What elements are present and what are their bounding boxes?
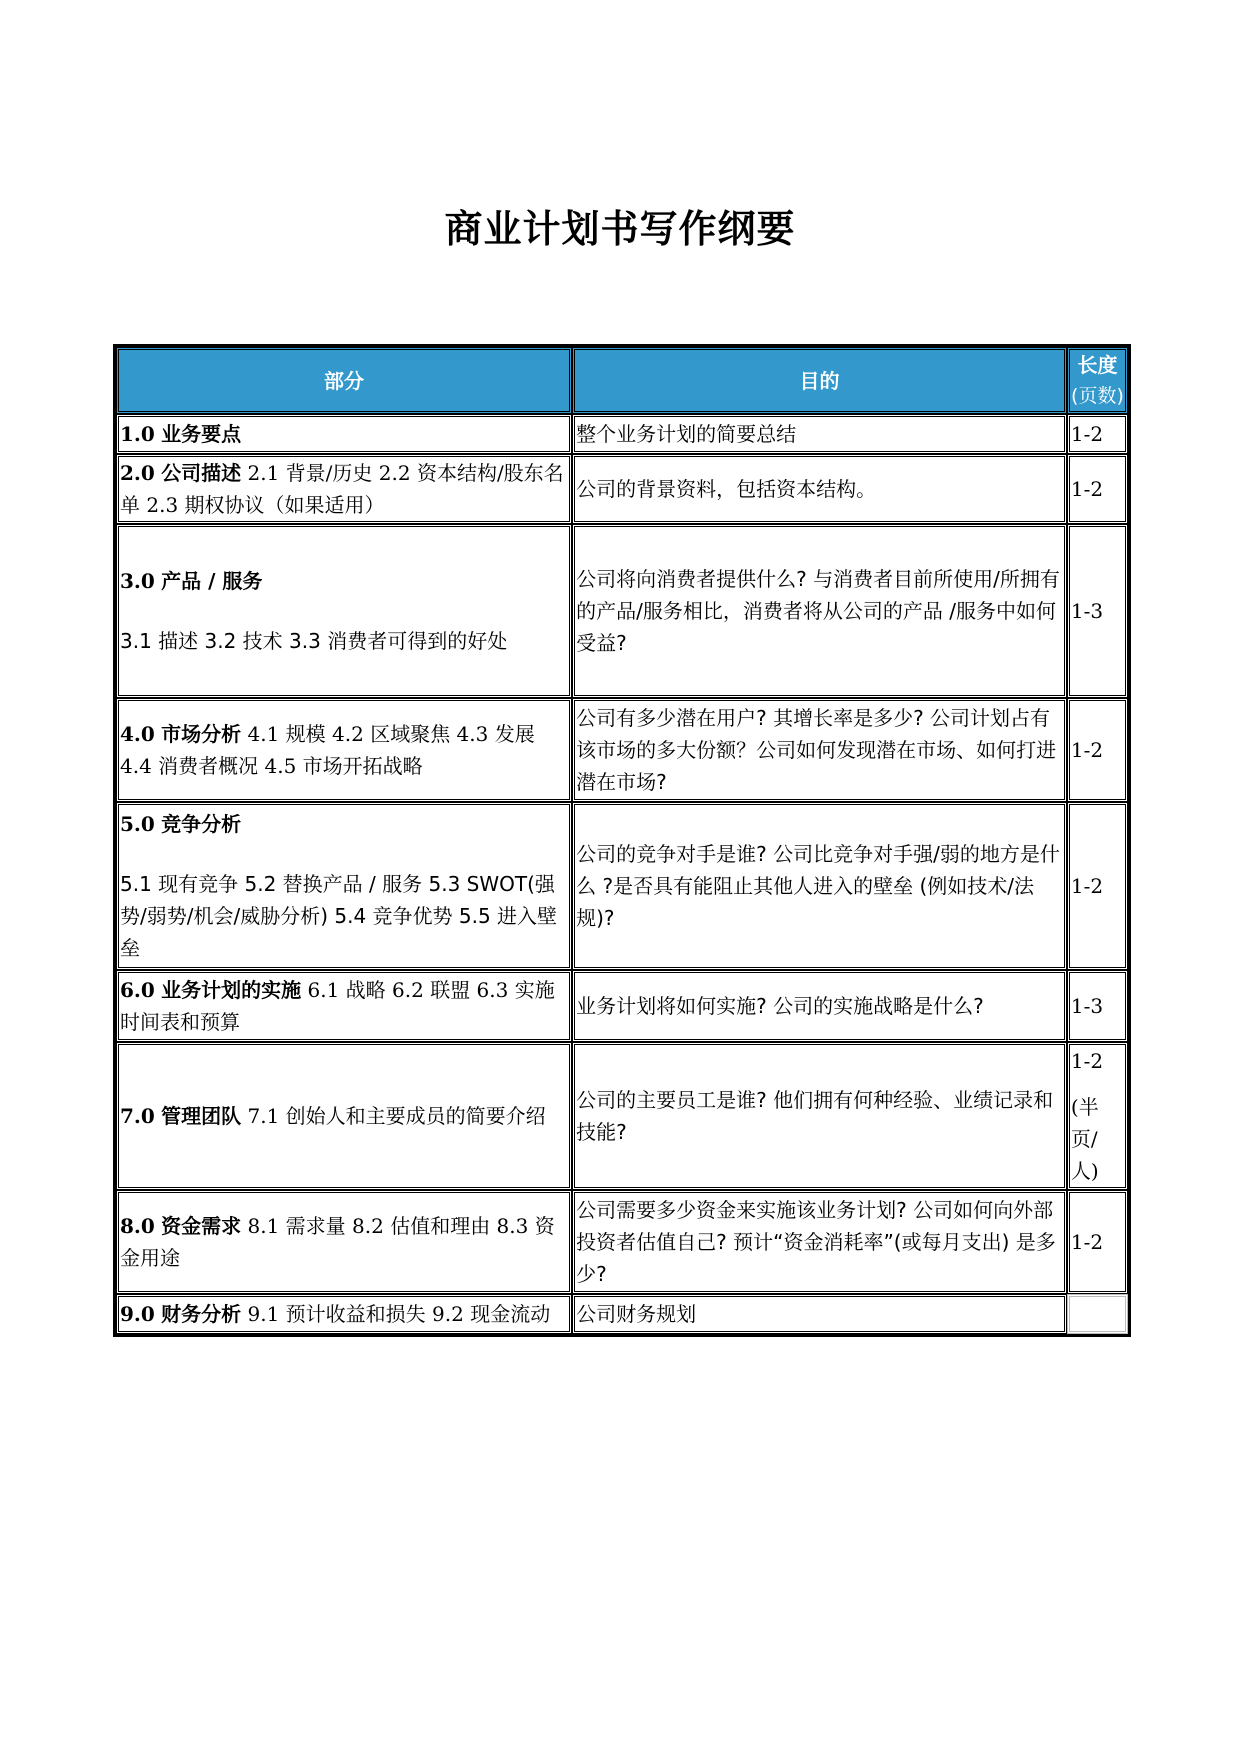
header-purpose: 目的 [572,347,1067,414]
purpose-cell: 公司将向消费者提供什么? 与消费者目前所使用/所拥有的产品/服务相比，消费者将从公司的产品 /服务中如何受益? [572,524,1067,698]
section-number: 2.0 [120,461,155,485]
section-number: 1.0 [120,422,155,446]
purpose-cell: 公司的竞争对手是谁? 公司比竞争对手强/弱的地方是什么 ?是否具有能阻止其他人进入的壁垒 (例如技术/法规)? [572,802,1067,970]
section-details: 4.1 规模 4.2 区域聚焦 4.3 发展 4.4 消费者概况 4.5 市场开拓战略 [120,722,535,778]
purpose-cell: 整个业务计划的简要总结 [572,414,1067,454]
section-cell [116,1294,572,1334]
section-cell [116,698,572,802]
purpose-cell: 公司的背景资料，包括资本结构。 [572,454,1067,524]
header-length-title: 长度 [1077,353,1118,377]
length-cell: 1-2 [1067,802,1128,970]
table-row [116,802,1128,970]
length-value: 1-2 [1070,1049,1104,1073]
table-row [116,970,1128,1042]
header-section: 部分 [116,347,572,414]
page-title: 商业计划书写作纲要 [444,207,796,251]
section-title: 资金需求 [161,1214,242,1238]
length-cell: 1-2 [1067,414,1128,454]
section-number: 4.0 [120,722,155,746]
purpose-cell: 公司需要多少资金来实施该业务计划? 公司如何向外部投资者估值自己? 预计“资金消耗率”(或每月支出) 是多少? [572,1190,1067,1294]
purpose-cell: 公司的主要员工是谁? 他们拥有何种经验、业绩记录和技能? [572,1042,1067,1190]
section-title: 财务分析 [161,1302,242,1326]
section-title: 公司描述 [161,461,242,485]
length-cell [1067,1294,1128,1334]
section-cell [116,970,572,1042]
length-note: (半页/人) [1070,1095,1099,1183]
length-cell: 1-3 [1067,970,1128,1042]
purpose-cell: 公司财务规划 [572,1294,1067,1334]
outline-table [113,344,1131,1337]
section-number: 8.0 [120,1214,155,1238]
section-number: 3.0 [120,569,155,593]
header-length-unit: (页数) [1071,385,1124,407]
section-title: 市场分析 [161,722,242,746]
section-title: 竞争分析 [161,812,242,836]
section-title: 管理团队 [161,1104,242,1128]
purpose-cell: 业务计划将如何实施? 公司的实施战略是什么? [572,970,1067,1042]
section-number: 6.0 [120,978,155,1002]
length-cell: 1-2 [1067,698,1128,802]
table-row [116,698,1128,802]
section-cell [116,1042,572,1190]
length-cell [1067,1042,1128,1190]
table-row [116,454,1128,524]
table-row [116,1294,1128,1334]
purpose-cell: 公司有多少潜在用户? 其增长率是多少? 公司计划占有该市场的多大份额？公司如何发现潜在市场、如何打进潜在市场? [572,698,1067,802]
section-cell [116,454,572,524]
table-row [116,1190,1128,1294]
section-cell [116,524,572,698]
section-number: 7.0 [120,1104,155,1128]
section-title: 业务计划的实施 [161,978,302,1002]
table-row [116,414,1128,454]
table-header-row [116,347,1128,414]
section-details: 8.1 需求量 8.2 估值和理由 8.3 资金用途 [120,1214,555,1270]
section-details: 6.1 战略 6.2 联盟 6.3 实施时间表和预算 [120,978,555,1034]
section-number: 5.0 [120,812,155,836]
length-cell: 1-3 [1067,524,1128,698]
section-cell [116,414,572,454]
section-cell [116,1190,572,1294]
section-details: 3.1 描述 3.2 技术 3.3 消费者可得到的好处 [120,629,508,653]
section-details: 5.1 现有竞争 5.2 替换产品 / 服务 5.3 SWOT(强势/弱势/机会/威胁分析) 5.4 竞争优势 5.5 进入壁垒 [120,872,558,960]
header-length [1067,347,1128,414]
length-cell: 1-2 [1067,454,1128,524]
section-title: 产品 / 服务 [161,569,263,593]
section-title: 业务要点 [161,422,242,446]
section-number: 9.0 [120,1302,155,1326]
length-cell: 1-2 [1067,1190,1128,1294]
table-row [116,1042,1128,1190]
section-details: 9.1 预计收益和损失 9.2 现金流动 [247,1302,551,1326]
section-details: 2.1 背景/历史 2.2 资本结构/股东名单 2.3 期权协议（如果适用） [120,461,564,517]
section-cell [116,802,572,970]
section-details: 7.1 创始人和主要成员的简要介绍 [247,1104,546,1128]
table-row [116,524,1128,698]
